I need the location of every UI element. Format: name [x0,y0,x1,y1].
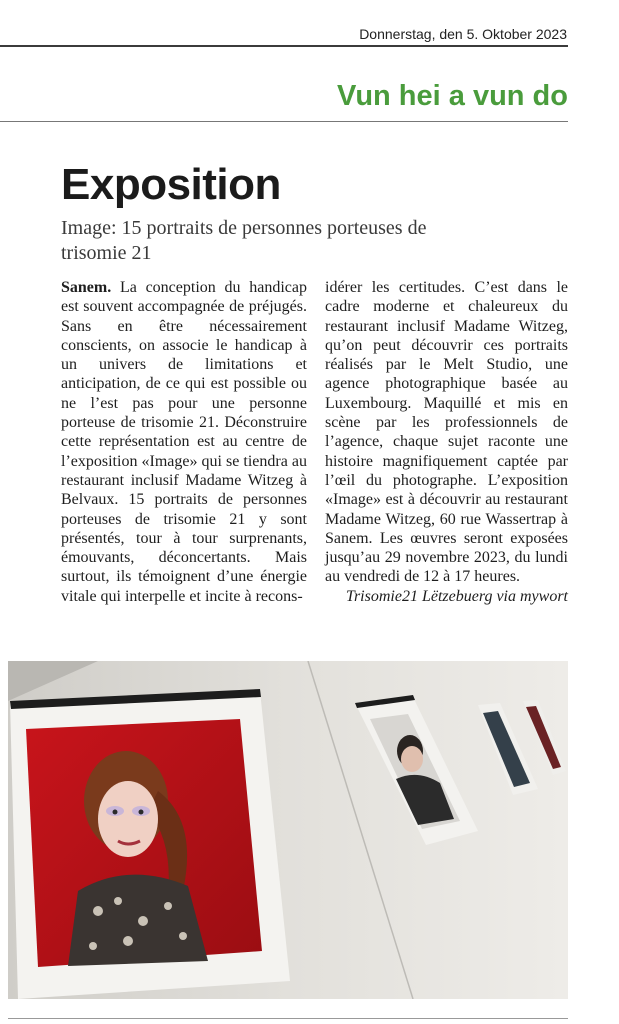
bottom-rule [8,1018,568,1019]
header-date: Donnerstag, den 5. Oktober 2023 [359,26,567,42]
section-rule [0,121,568,122]
article-body-right: idérer les certitudes. C’est dans le cadre moderne et chaleureux du restaurant inclusif Madame Witzeg, qu’on peut découvrir ces portraits réalisés par le Melt Studio, une agence photographique basée au Luxembourg. Maquillé et mis en scène par les professionnels de l’agence, chaque sujet raconte une histoire magnifiquement captée par l’œil du photographe. L’exposition «Image» est à découvrir au restaurant Madame Witzeg, 60 rue Wassertrap à Sanem. Les œuvres seront exposées jusqu’au 29 novembre 2023, du lundi au vendredi de 12 à 17 heures. [325,279,568,586]
article-column-right [325,278,568,606]
header-rule [0,45,568,47]
photo-credit: Trisomie21 Lëtzebuerg via mywort [345,587,568,605]
article-dateline: Sanem. [61,279,112,296]
section-title: Vun hei a vun do [337,80,568,112]
exhibition-photo-illustration [8,661,568,999]
article-title: Exposition [61,160,281,209]
article-subtitle: Image: 15 portraits de personnes porteuses de trisomie 21 [61,217,427,264]
article-column-left [61,278,307,606]
article-photo [8,661,568,999]
article-body-left: La conception du handicap est souvent accompagnée de préjugés. Sans en être nécessairement conscients, on associe le handicap à un univers de limitations et anticipation, de ce qui est possible ou ne l’est pas pour une personne porteuse de trisomie 21. Déconstruire cette représentation est au centre de l’exposition «Image» qui se tiendra au restaurant inclusif Madame Witzeg à Belvaux. 15 portraits de personnes porteuses de trisomie 21 y sont présentés, tour à tour surprenants, émouvants, déconcertants. Mais surtout, ils témoignent d’une énergie vitale qui interpelle et incite à recons- [61,279,307,605]
